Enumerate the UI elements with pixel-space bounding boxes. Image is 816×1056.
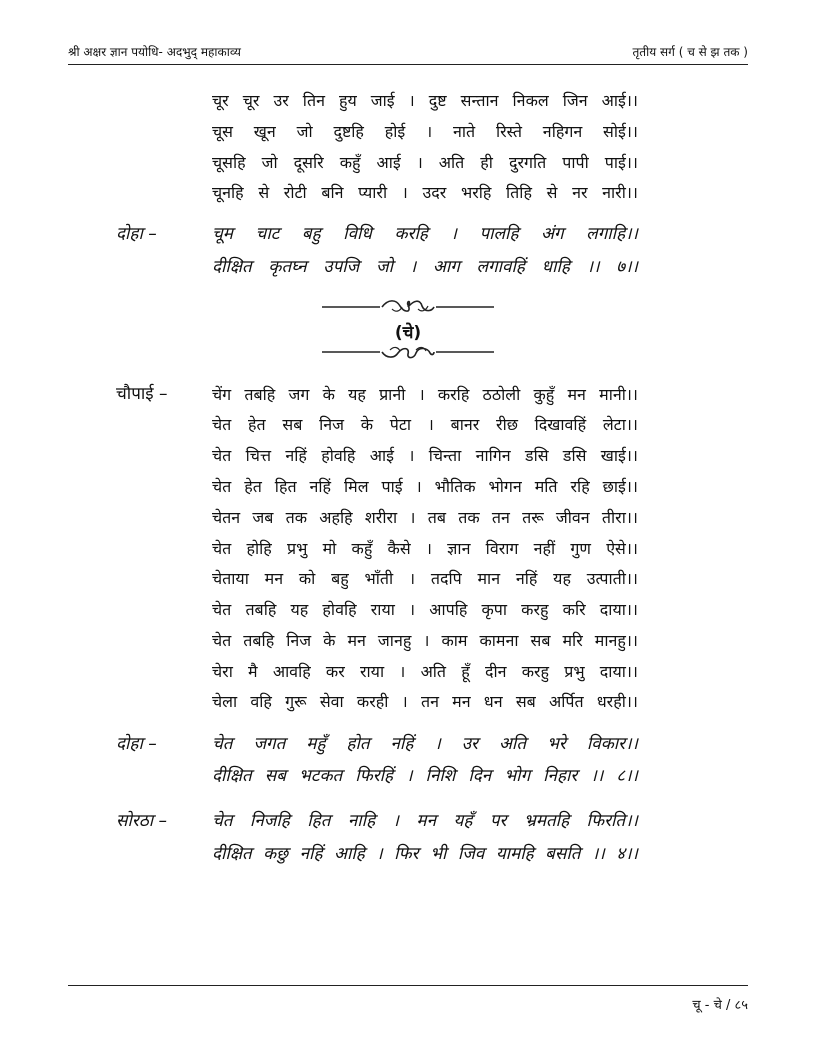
ornament-divider-top <box>322 297 494 315</box>
sortha-line: चेत निजहि हित नाहि । मन यहँ पर भ्रमतहि फिरति।। <box>212 811 638 831</box>
verse-line: चेत हेत हित नहिं मिल पाई । भौतिक भोगन मति रहि छाई।। <box>212 477 638 496</box>
header-right-title: तृतीय सर्ग ( च से झ तक ) <box>632 45 748 59</box>
verse-line: चेत तबहि यह होवहि राया । आपहि कृपा करहु करि दाया।। <box>212 600 638 619</box>
verse-line: चेत हेत सब निज के पेटा । बानर रीछ दिखावहिं लेटा।। <box>212 415 638 434</box>
header-left-title: श्री अक्षर ज्ञान पयोधि- अदभुद् महाकाव्य <box>68 45 241 59</box>
verse-line: चेला वहि गुरू सेवा करही । तन मन धन सब अर्पित धरही।। <box>212 692 638 711</box>
sortha-line: दीक्षित कछु नहिं आहि । फिर भी जिव यामहि बसति ।। ४।। <box>212 844 638 864</box>
verse-line: चेत चित्त नहिं होवहि आई । चिन्ता नागिन डसि डसि खाई।। <box>212 446 638 465</box>
footer-rule <box>68 985 748 986</box>
verse-line: चेत होहि प्रभु मो कहुँ कैसे । ज्ञान विराग नहीं गुण ऐसे।। <box>212 539 638 558</box>
sortha-label: सोरठा – <box>116 811 168 831</box>
header-rule <box>68 64 748 65</box>
verse-line: चेरा मै आवहि कर राया । अति हूँ दीन करहु प्रभु दाया।। <box>212 662 638 681</box>
verse-line: चेतन जब तक अहहि शरीरा । तब तक तन तरू जीवन तीरा।। <box>212 508 638 527</box>
doha-line: चेत जगत महुँ होत नहिं । उर अति भरे विकार।। <box>212 734 638 754</box>
ornament-divider-bottom <box>322 344 494 362</box>
verse-line: चेताया मन को बहु भाँती । तदपि मान नहिं यह उत्पाती।। <box>212 569 638 588</box>
page-number: चू - चे / ८५ <box>692 998 748 1013</box>
verse-line: चूर चूर उर तिन हुय जाई । दुष्ट सन्तान निकल जिन आई।। <box>212 91 638 110</box>
doha-line: दीक्षित सब भटकत फिरहिं । निशि दिन भोग निहार ।। ८।। <box>212 766 638 786</box>
doha-line: दीक्षित कृतघ्न उपजि जो । आग लगावहिं धाहि ।। ७।। <box>212 257 638 277</box>
verse-line: चेंग तबहि जग के यह प्रानी । करहि ठठोली कुहुँ मन मानी।। <box>212 385 638 404</box>
chaupai-label: चौपाई – <box>116 384 168 404</box>
verse-line: चेत तबहि निज के मन जानहु । काम कामना सब मरि मानहु।। <box>212 631 638 650</box>
doha-line: चूम चाट बहु विधि करहि । पालहि अंग लगाहि।। <box>212 224 638 244</box>
verse-line: चूस खून जो दुष्टहि होई । नाते रिस्ते नहिगन सोई।। <box>212 122 638 141</box>
section-title: (चे) <box>394 323 422 343</box>
verse-line: चूनहि से रोटी बनि प्यारी । उदर भरहि तिहि से नर नारी।। <box>212 183 638 202</box>
verse-line: चूसहि जो दूसरि कहुँ आई । अति ही दुरगति पापी पाई।। <box>212 153 638 172</box>
doha-label: दोहा – <box>116 734 157 754</box>
doha-label: दोहा – <box>116 224 157 244</box>
